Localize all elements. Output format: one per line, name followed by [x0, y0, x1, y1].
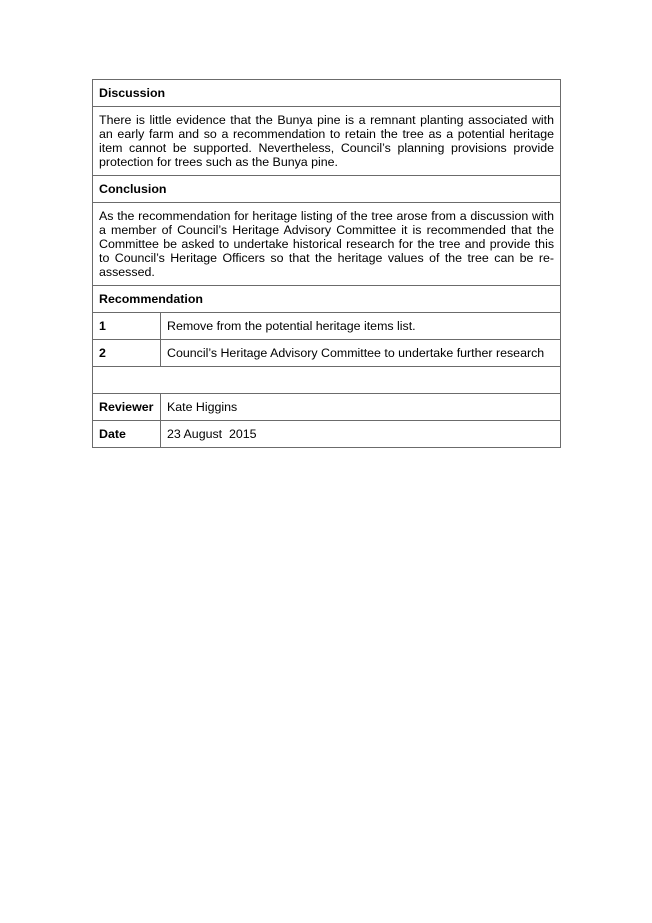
recommendation-item-number: 1	[93, 313, 161, 340]
date-row	[93, 421, 561, 448]
discussion-heading: Discussion	[93, 80, 561, 107]
blank-cell	[93, 367, 561, 394]
discussion-text-row	[93, 107, 561, 176]
recommendation-item-text: Remove from the potential heritage items list.	[161, 313, 561, 340]
discussion-text: There is little evidence that the Bunya pine is a remnant planting associated with an early farm and so a recommendation to retain the tree as a potential heritage item cannot be supported. Nevertheless, Council’s planning provisions provide protection for trees such as the Bunya pine.	[93, 107, 561, 176]
date-value: 23 August 2015	[161, 421, 561, 448]
date-label: Date	[93, 421, 161, 448]
discussion-heading-row	[93, 80, 561, 107]
recommendation-heading: Recommendation	[93, 286, 561, 313]
heritage-assessment-table	[92, 79, 561, 448]
reviewer-row	[93, 394, 561, 421]
recommendation-item-1	[93, 313, 561, 340]
recommendation-item-text: Council’s Heritage Advisory Committee to undertake further research	[161, 340, 561, 367]
conclusion-text-row	[93, 203, 561, 286]
conclusion-text: As the recommendation for heritage listing of the tree arose from a discussion with a member of Council’s Heritage Advisory Committee it is recommended that the Committee be asked to undertake historical research for the tree and provide this to Council’s Heritage Officers so that the heritage values of the tree can be re-assessed.	[93, 203, 561, 286]
reviewer-label: Reviewer	[93, 394, 161, 421]
conclusion-heading: Conclusion	[93, 176, 561, 203]
blank-row	[93, 367, 561, 394]
reviewer-value: Kate Higgins	[161, 394, 561, 421]
conclusion-heading-row	[93, 176, 561, 203]
recommendation-item-number: 2	[93, 340, 161, 367]
recommendation-heading-row	[93, 286, 561, 313]
recommendation-item-2	[93, 340, 561, 367]
